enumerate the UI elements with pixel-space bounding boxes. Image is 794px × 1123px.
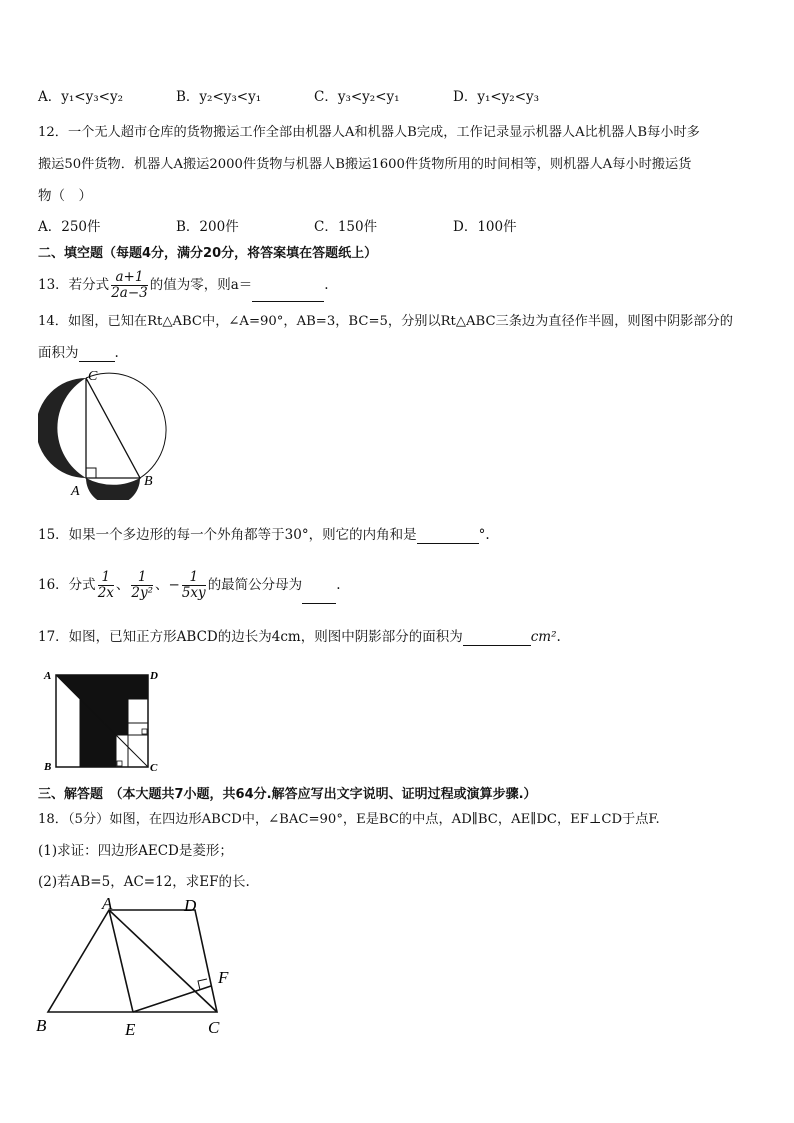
q18-label-a: A xyxy=(102,895,113,913)
q18-label-e: E xyxy=(125,1020,136,1039)
q14-bottom-lune xyxy=(86,478,140,500)
q15-end: °. xyxy=(478,527,490,543)
q18-label-c: C xyxy=(208,1018,220,1037)
q12-option-b: B．200件 xyxy=(176,219,239,235)
q16-sep-2: 、− xyxy=(155,577,180,593)
q18-label-b: B xyxy=(36,1016,47,1035)
q12-line-3: 物（ ） xyxy=(38,188,92,204)
q16-f1-numerator: 1 xyxy=(98,570,114,586)
q18-segment-ef xyxy=(133,986,211,1012)
q18-line-1: 18．（5分）如图，在四边形ABCD中，∠BAC=90°，E是BC的中点，AD∥BC，AE∥DC，EF⊥CD于点F. xyxy=(38,812,660,827)
q18-label-d: D xyxy=(184,896,197,915)
q12-option-a: A．250件 xyxy=(38,219,101,235)
q15-text: 15．如果一个多边形的每一个外角都等于30°，则它的内角和是 xyxy=(38,527,417,543)
q11-option-b: B．y₂<y₃<y₁ xyxy=(176,89,262,105)
q17-square-figure xyxy=(38,666,168,776)
q17-unit: cm² xyxy=(530,629,557,645)
q17-label-d: D xyxy=(150,670,158,682)
q16-fraction-2 xyxy=(131,570,153,601)
q14-left-lune xyxy=(38,378,86,478)
q17-end: . xyxy=(556,629,561,645)
q16-end: . xyxy=(336,577,341,593)
q13-prefix: 13．若分式 xyxy=(38,277,110,293)
q14-answer-blank xyxy=(79,361,115,362)
q14-line-2 xyxy=(38,344,119,362)
q17-label-a: A xyxy=(44,670,52,682)
q16-line xyxy=(38,566,340,604)
q18-segment-ae xyxy=(109,910,133,1012)
q14-end: . xyxy=(114,345,119,361)
q15-answer-blank xyxy=(417,543,479,544)
q13-end: . xyxy=(324,277,329,293)
q17-answer-blank xyxy=(463,645,531,646)
q18-quadrilateral-figure xyxy=(30,895,260,1045)
q16-answer-blank xyxy=(302,603,336,604)
q13-numerator: a+1 xyxy=(111,270,148,286)
q16-f3-denominator: 5xy xyxy=(181,585,206,601)
section-2-title: 二、填空题（每题4分，满分20分，将答案填在答题纸上） xyxy=(38,246,378,261)
q13-fraction xyxy=(111,270,148,301)
q13-denominator: 2a−3 xyxy=(111,285,148,301)
q12-line-2: 搬运50件货物．机器人A搬运2000件货物与机器人B搬运1600件货物所用的时间相等，则机器人A每小时搬运货 xyxy=(38,157,692,172)
q14-right-angle-mark xyxy=(86,468,96,478)
q16-f2-numerator: 1 xyxy=(131,570,153,586)
q16-prefix: 16．分式 xyxy=(38,577,96,593)
q13-suffix: 的值为零，则a＝ xyxy=(149,277,253,293)
q14-line-2-text: 面积为 xyxy=(38,345,79,361)
q17-line xyxy=(38,628,561,646)
q16-suffix: 的最简公分母为 xyxy=(207,577,303,593)
q14-line-1: 14．如图，已知在Rt△ABC中，∠A=90°，AB=3，BC=5，分别以Rt△ABC三条边为直径作半圆，则图中阴影部分的 xyxy=(38,314,733,329)
q12-option-d: D．100件 xyxy=(453,219,517,235)
q16-fraction-1 xyxy=(98,570,114,601)
q11-option-d: D．y₁<y₂<y₃ xyxy=(453,89,540,105)
q14-triangle xyxy=(86,378,140,478)
q16-f2-denominator: 2y² xyxy=(131,585,154,601)
q18-part-2: (2)若AB=5，AC=12，求EF的长. xyxy=(38,874,250,890)
q16-sep-1: 、 xyxy=(115,577,130,593)
q13-line xyxy=(38,268,329,302)
q15-line xyxy=(38,526,490,544)
section-3-title: 三、解答题 （本大题共7小题，共64分.解答应写出文字说明、证明过程或演算步骤.） xyxy=(38,787,537,802)
q18-segment-ac xyxy=(109,910,217,1012)
q18-quad-abcd xyxy=(48,910,217,1012)
q18-label-f: F xyxy=(218,968,229,987)
q14-semicircle-figure xyxy=(38,370,168,500)
q14-label-c: C xyxy=(88,370,98,384)
q12-line-1: 12．一个无人超市仓库的货物搬运工作全部由机器人A和机器人B完成，工作记录显示机器人A比机器人B每小时多 xyxy=(38,125,700,140)
q16-f1-denominator: 2x xyxy=(97,585,114,601)
q17-label-c: C xyxy=(150,762,158,774)
q11-option-a: A．y₁<y₃<y₂ xyxy=(38,89,123,105)
q17-text: 17．如图，已知正方形ABCD的边长为4cm，则图中阴影部分的面积为 xyxy=(38,629,463,645)
q13-answer-blank xyxy=(252,301,324,302)
q18-part-1: (1)求证：四边形AECD是菱形； xyxy=(38,843,233,859)
q16-f3-numerator: 1 xyxy=(182,570,206,586)
q14-label-a: A xyxy=(71,484,80,499)
q12-option-c: C．150件 xyxy=(314,219,378,235)
q14-bc-arc xyxy=(86,373,166,478)
q11-option-c: C．y₃<y₂<y₁ xyxy=(314,89,400,105)
q17-label-b: B xyxy=(44,761,52,773)
q14-label-b: B xyxy=(144,474,153,489)
q16-fraction-3 xyxy=(182,570,206,601)
